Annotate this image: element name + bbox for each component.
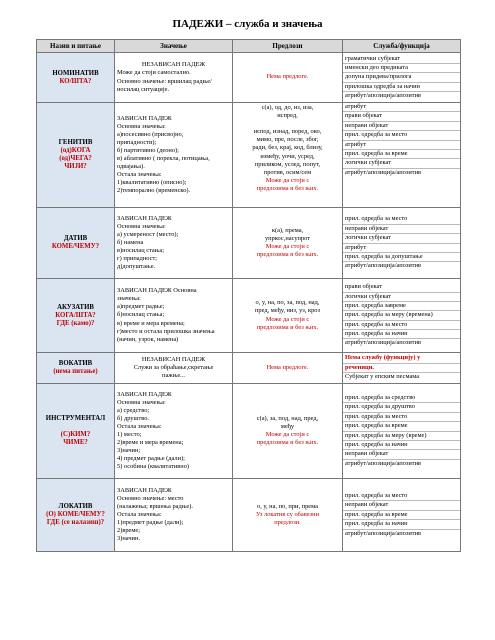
meaning-line: ЗАВИСАН ПАДЕЖ xyxy=(117,214,172,222)
function-line: прил. одредба за место xyxy=(343,321,460,330)
preposition-note: Може да стоји с xyxy=(265,176,310,184)
function-line: прил. одредба за допуштање xyxy=(343,253,460,262)
prepositions-cell xyxy=(233,353,343,384)
case-question: (од)ЧЕГА? xyxy=(59,155,92,162)
function-line: атрибут/апозиција/апозитив xyxy=(345,459,422,467)
preposition-line: ради, без, крај, код, близу, xyxy=(252,144,323,152)
preposition-note: Нема предлоге. xyxy=(266,363,309,371)
meaning-line: в) време и мера времена; xyxy=(117,319,185,327)
header-name: Назив и питање xyxy=(37,40,115,53)
case-name-cell xyxy=(37,384,115,479)
meaning-line: одвајања). xyxy=(117,163,145,171)
prepositions-cell xyxy=(233,53,343,103)
meaning-line: 2)време и мера времена; xyxy=(117,439,184,447)
cases-table xyxy=(36,39,461,552)
case-name: ДАТИВ xyxy=(63,235,88,242)
meaning-line: ЗАВИСАН ПАДЕЖ xyxy=(117,486,172,494)
function-line: прил. одредба за друштво xyxy=(343,403,460,412)
function-line: Субјекат у епским песмама xyxy=(345,373,420,381)
meaning-line: 5) особина (квалитативно) xyxy=(117,463,190,471)
meaning-line: ЗАВИСАН ПАДЕЖ Основна xyxy=(117,287,197,295)
meaning-line: 2)време; xyxy=(117,527,141,535)
function-line: неправи објекат xyxy=(343,225,460,234)
function-line: прил. одредба за начин xyxy=(343,330,460,339)
case-question: (С)КИМ? xyxy=(60,431,91,438)
prepositions-cell xyxy=(233,384,343,479)
function-line: прил. одредба за време xyxy=(343,511,460,520)
meaning-line: 1)квалитативно (описно); xyxy=(117,179,187,187)
header-function: Служба/функција xyxy=(343,40,461,53)
meaning-line: припадности); xyxy=(117,138,157,146)
meaning-line: б) партитивно (деоно); xyxy=(117,146,179,154)
meaning-line: 3)начин. xyxy=(117,535,140,543)
function-line: прил. одредба за место xyxy=(343,413,460,422)
case-question: ЧИЈИ? xyxy=(64,163,87,170)
meaning-cell xyxy=(115,384,233,479)
meaning-cell xyxy=(115,53,233,103)
function-line: атрибут/апозиција/апозитив xyxy=(345,168,422,176)
meaning-line: в)носилац стања; xyxy=(117,247,164,255)
meaning-cell xyxy=(115,208,233,279)
preposition-line: с(а), за, под, над, пред, xyxy=(256,414,319,422)
meaning-line: (налажења; вршења радње). xyxy=(117,502,193,510)
meaning-line: (начин, узрок, намена) xyxy=(117,335,179,343)
meaning-line: Остала значења: xyxy=(117,171,162,179)
preposition-note: Уз локатив су обавезни xyxy=(255,510,320,518)
preposition-line: мимо, пре, после, због, xyxy=(256,136,319,144)
meaning-line: 1) место; xyxy=(117,431,142,438)
preposition-note: Може да стоји с xyxy=(265,243,310,250)
meaning-line: б)носилац стања; xyxy=(117,311,165,319)
function-cell xyxy=(343,353,461,384)
case-question: ГДЕ (се налазиш)? xyxy=(46,519,105,526)
preposition-note: предлозима и без њих. xyxy=(256,323,319,331)
function-line: именски део предиката xyxy=(343,64,460,73)
meaning-line: б) намена xyxy=(117,238,144,246)
case-name: ГЕНИТИВ xyxy=(58,139,93,146)
meaning-line: г)место и остала прилошка значења xyxy=(117,327,215,335)
function-line: прил. одредба за начин xyxy=(343,520,460,529)
case-question: КОМЕ/ЧЕМУ? xyxy=(51,243,100,250)
function-line: прил. одредба за меру (времена) xyxy=(343,311,460,320)
page-title: ПАДЕЖИ – служба и значења xyxy=(172,18,323,30)
preposition-note: Нема предлоге. xyxy=(266,73,309,81)
prepositions-cell xyxy=(233,279,343,353)
function-line: прил. одредба за место xyxy=(343,492,460,501)
meaning-line: а)посесивно (присвојно, xyxy=(117,130,184,138)
case-question: КО/ШТА? xyxy=(59,77,92,85)
prepositions-cell xyxy=(233,479,343,552)
prepositions-cell xyxy=(233,103,343,208)
preposition-note: предлозима и без њих. xyxy=(256,251,319,259)
case-question: ГДЕ (камо)? xyxy=(56,319,95,327)
case-name-cell xyxy=(37,103,115,208)
meaning-line: а) средство; xyxy=(117,406,150,414)
function-line: атрибут/апозиција/апозитив xyxy=(345,262,422,270)
meaning-line: 3)начин; xyxy=(117,447,141,455)
meaning-line: носилац ситуације. xyxy=(117,85,170,93)
function-line: прил. одредба за место xyxy=(343,215,460,224)
meaning-line: Основно значење: место xyxy=(117,494,184,502)
function-line: прил. одредба за начин xyxy=(343,441,460,450)
preposition-line: о, у, на, по, при, према xyxy=(257,502,318,510)
preposition-line: међу xyxy=(280,422,295,430)
function-line: неправи објекат xyxy=(343,501,460,510)
preposition-line: пред, међу, низ, уз, кроз xyxy=(254,307,321,315)
meaning-line: Служи за обраћање,скретање xyxy=(133,363,214,371)
table-row xyxy=(37,353,461,384)
case-name: АКУЗАТИВ xyxy=(57,303,94,311)
preposition-note: предлози. xyxy=(274,519,301,527)
table-row xyxy=(37,103,461,208)
function-line: неправи објекат xyxy=(343,450,460,459)
meaning-cell xyxy=(115,279,233,353)
function-line: неправи објекат xyxy=(343,122,460,131)
preposition-line: приликом, услед, попут, xyxy=(254,160,321,168)
preposition-note: Може да стоји с xyxy=(265,315,310,323)
meaning-line: а)предмет радње; xyxy=(117,303,165,311)
meaning-line: д)допуштање. xyxy=(117,263,156,271)
preposition-line xyxy=(235,120,340,128)
meaning-line: Остала значења: xyxy=(117,510,162,518)
function-line: логички субјекат xyxy=(343,293,460,302)
case-name: ЛОКАТИВ xyxy=(58,503,93,510)
meaning-line: Основна значења: xyxy=(117,122,166,130)
case-name-cell xyxy=(37,53,115,103)
meaning-line: ЗАВИСАН ПАДЕЖ xyxy=(117,114,172,122)
preposition-line: о, у, на, по, за, под, над, xyxy=(255,299,320,307)
function-line: прави објекат xyxy=(343,112,460,121)
function-line: атрибут/апозиција/апозитив xyxy=(345,339,422,347)
case-question: КОГА/ШТА? xyxy=(55,311,96,319)
meaning-line: Основно значење: вршилац радње/ xyxy=(117,77,212,85)
case-question: (од)КОГА xyxy=(60,147,91,154)
preposition-note: предлозима и без њих. xyxy=(256,439,319,447)
function-line: атрибут/апозиција/апозитив xyxy=(345,92,422,100)
preposition-line: к(а), према, xyxy=(271,226,304,234)
meaning-line: 2)темпорално (временско). xyxy=(117,187,191,195)
case-name-cell xyxy=(37,353,115,384)
case-name-cell xyxy=(37,279,115,353)
meaning-cell xyxy=(115,479,233,552)
meaning-line: Остала значења: xyxy=(117,422,162,430)
meaning-line: НЕЗАВИСАН ПАДЕЖ xyxy=(141,355,206,363)
table-row xyxy=(37,53,461,103)
function-line: логички субјекат xyxy=(343,159,460,168)
function-cell xyxy=(343,208,461,279)
function-line: логички субјекат xyxy=(343,234,460,243)
function-line: атрибут xyxy=(343,103,460,112)
meaning-cell xyxy=(115,353,233,384)
table-row xyxy=(37,479,461,552)
meaning-line: а) усмереност (место); xyxy=(117,230,179,238)
header-meaning: Значење xyxy=(115,40,233,53)
preposition-line: против, осим/сем xyxy=(263,168,312,176)
meaning-line: 4) предмет радње (дали); xyxy=(117,455,185,463)
function-note: Нема службу (функцију) у xyxy=(343,354,460,363)
function-line: допуна придева/прилога xyxy=(343,73,460,82)
meaning-line: НЕЗАВИСАН ПАДЕЖ xyxy=(141,61,206,69)
prepositions-cell xyxy=(233,208,343,279)
case-question: (О) КОМЕ/ЧЕМУ? xyxy=(46,511,105,518)
function-line: прави објекат xyxy=(343,283,460,292)
case-name-cell xyxy=(37,479,115,552)
function-line: прил. одредба завреме xyxy=(343,302,460,311)
function-cell xyxy=(343,384,461,479)
meaning-line: значења: xyxy=(117,295,141,303)
function-cell xyxy=(343,53,461,103)
meaning-cell xyxy=(115,103,233,208)
meaning-line: пажње... xyxy=(162,372,185,380)
function-line: атрибут/апозиција/апозитив xyxy=(345,529,422,537)
meaning-line: 1)предмет радње (дали); xyxy=(117,519,184,527)
preposition-line: испред, xyxy=(277,112,298,120)
preposition-line: с(а), од, до, из, иза, xyxy=(261,104,314,111)
table-header-row xyxy=(37,40,461,53)
meaning-line: ЗАВИСАН ПАДЕЖ xyxy=(117,390,172,398)
function-line: прил. одредба за меру (време) xyxy=(343,432,460,441)
preposition-note: Може да стоји с xyxy=(265,431,310,438)
function-line: прилошка одредба за начин xyxy=(343,83,460,92)
function-cell xyxy=(343,479,461,552)
function-line: прил. одредба за време xyxy=(343,150,460,159)
function-line: атрибут xyxy=(343,141,460,150)
meaning-line: Може да стоји самостално. xyxy=(117,69,191,77)
function-line: граматички субјекат xyxy=(343,55,460,64)
function-cell xyxy=(343,103,461,208)
meaning-line: Основна значења: xyxy=(117,222,166,230)
meaning-line: б) друштво. xyxy=(117,414,150,422)
table-row xyxy=(37,279,461,353)
function-line: прил. одредба за време xyxy=(343,422,460,431)
preposition-line: упркос,насупрот xyxy=(264,234,311,242)
function-line: прил. одредба за средство xyxy=(343,394,460,403)
header-prepositions: Предлози xyxy=(233,40,343,53)
meaning-line: г) припадност; xyxy=(117,255,158,263)
table-row xyxy=(37,384,461,479)
preposition-note: предлозима и без њих. xyxy=(256,184,319,192)
case-name: ВОКАТИВ xyxy=(58,360,93,367)
meaning-line: в) аблативно ( порекла, потицања, xyxy=(117,155,210,162)
table-row xyxy=(37,208,461,279)
case-name-cell xyxy=(37,208,115,279)
case-name: НОМИНАТИВ xyxy=(52,69,99,77)
case-question: (нема питање) xyxy=(53,368,98,375)
function-line: прил. одредба за место xyxy=(343,131,460,140)
meaning-line: Основна значења: xyxy=(117,398,166,406)
preposition-line: између, уочи, усред, xyxy=(260,152,315,160)
function-note: реченици. xyxy=(343,364,460,373)
preposition-line: испод, изнад, поред, око, xyxy=(253,128,322,136)
function-cell xyxy=(343,279,461,353)
case-name: ИНСТРУМЕНТАЛ xyxy=(45,415,106,422)
case-question: ЧИМЕ? xyxy=(63,439,88,446)
function-line: атрибут xyxy=(343,244,460,253)
